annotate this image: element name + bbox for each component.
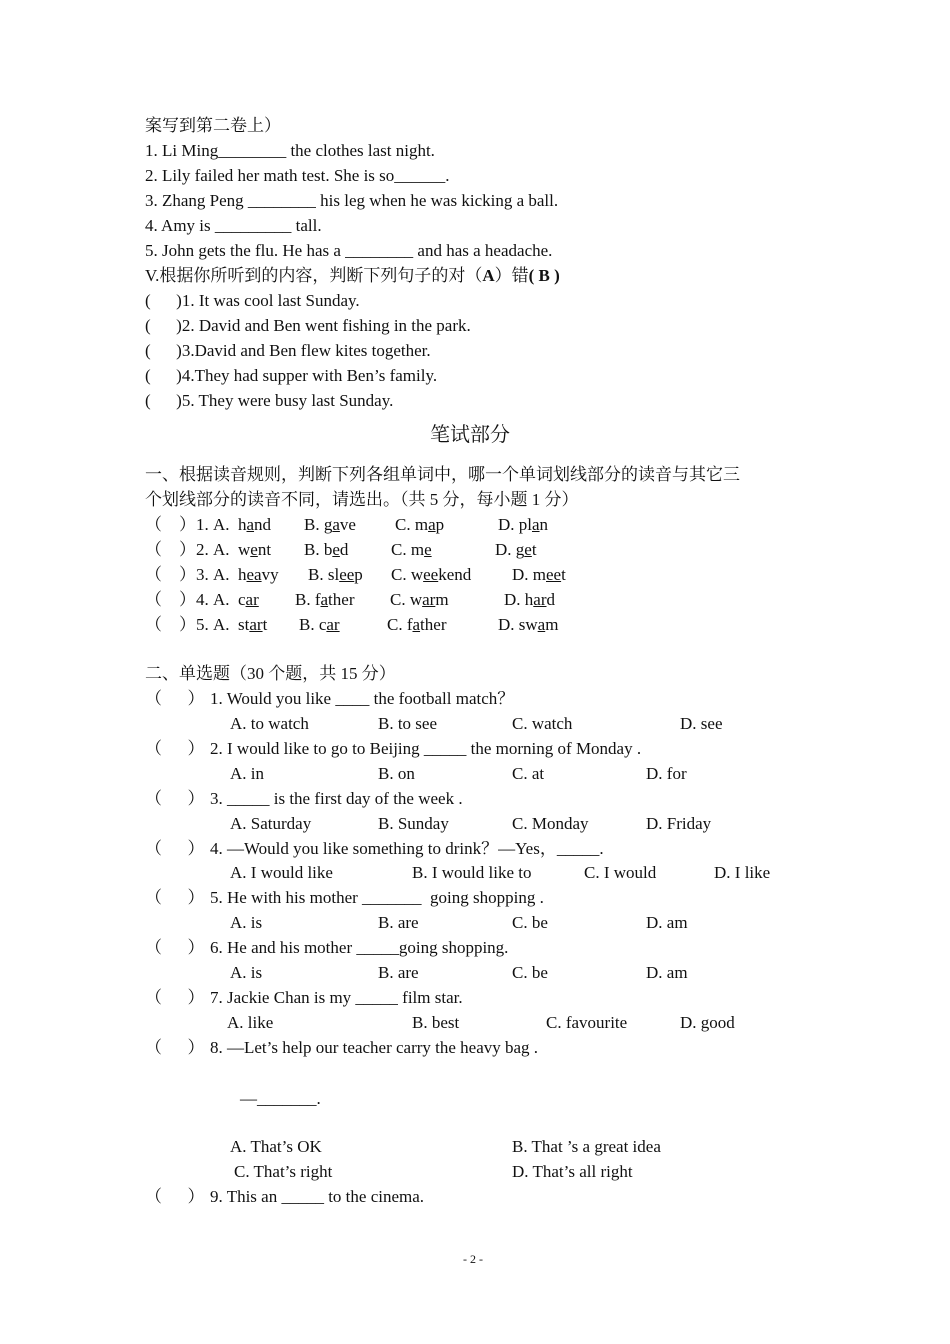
q6-text: 6. He and his mother _____going shopping. xyxy=(210,938,509,957)
q4-option-c: C. I would xyxy=(584,863,657,882)
phonics-row-2-option-a: went xyxy=(238,540,272,559)
q2-option-d: D. for xyxy=(646,764,687,783)
q5-option-b: B. are xyxy=(378,913,419,932)
q1-option-a: A. to watch xyxy=(230,714,309,733)
q4-option-b: B. I would like to xyxy=(412,863,532,882)
page-number: - 2 - xyxy=(463,1252,483,1266)
q8-option-c: C. That’s right xyxy=(234,1162,333,1181)
q2-bracket: （ ） xyxy=(145,739,205,758)
q5-option-d: D. am xyxy=(646,913,688,932)
phonics-row-3-option-a: heavy xyxy=(238,565,279,584)
q6-option-d: D. am xyxy=(646,963,688,982)
q1-bracket: （ ） xyxy=(145,689,205,708)
q8-option-a: A. That’s OK xyxy=(230,1137,322,1156)
q3-option-b: B. Sunday xyxy=(378,814,449,833)
q3-option-d: D. Friday xyxy=(646,814,712,833)
q5-option-a: A. is xyxy=(230,913,263,932)
phonics-row-1-option-b: B. gave xyxy=(304,515,356,534)
phonics-row-5-number: （ ）5. A. xyxy=(145,615,230,634)
phonics-heading-line-1: 一、根据读音规则，判断下列各组单词中，哪一个单词划线部分的读音与其它三 xyxy=(145,465,740,484)
q8-option-d: D. That’s all right xyxy=(512,1162,633,1181)
q7-bracket: （ ） xyxy=(145,988,205,1007)
section-v-heading: V.根据你所听到的内容，判断下列句子的对（A）错( B ) xyxy=(145,266,560,285)
q8-option-b: B. That ’s a great idea xyxy=(512,1137,661,1156)
q4-bracket: （ ） xyxy=(145,839,205,858)
phonics-row-5-option-b: B. car xyxy=(299,615,340,634)
fill-in-item-5: 5. John gets the flu. He has a ________ and has a headache. xyxy=(145,241,553,260)
phonics-row-1-number: （ ）1. A. xyxy=(145,515,230,534)
q4-text: 4. —Would you like something to drink？—Yes，_____. xyxy=(210,839,604,858)
q5-text: 5. He with his mother _______ going shopping . xyxy=(210,888,544,907)
q1-option-c: C. watch xyxy=(512,714,573,733)
q2-text: 2. I would like to go to Beijing _____ the morning of Monday . xyxy=(210,739,642,758)
q4-option-d: D. I like xyxy=(714,863,771,882)
phonics-row-3-option-b: B. sleep xyxy=(308,565,363,584)
q7-option-c: C. favourite xyxy=(546,1013,628,1032)
q1-text: 1. Would you like ____ the football match？ xyxy=(210,689,515,708)
q2-option-a: A. in xyxy=(230,764,264,783)
fill-in-item-2: 2. Lily failed her math test. She is so______. xyxy=(145,166,450,185)
q7-text: 7. Jackie Chan is my _____ film star. xyxy=(210,988,463,1007)
q5-option-c: C. be xyxy=(512,913,548,932)
q6-option-a: A. is xyxy=(230,963,263,982)
judge-item-3: ( )3.David and Ben flew kites together. xyxy=(145,341,431,360)
phonics-row-1-option-a: hand xyxy=(238,515,272,534)
q2-option-c: C. at xyxy=(512,764,545,783)
phonics-row-1-option-c: C. map xyxy=(395,515,445,534)
q8-answer-line: —_______. xyxy=(240,1089,321,1108)
phonics-row-1-option-d: D. plan xyxy=(498,515,549,534)
q1-option-b: B. to see xyxy=(378,714,438,733)
q6-option-c: C. be xyxy=(512,963,548,982)
q7-option-d: D. good xyxy=(680,1013,735,1032)
q9-text: 9. This an _____ to the cinema. xyxy=(210,1187,425,1206)
phonics-row-4-option-d: D. hard xyxy=(504,590,555,609)
phonics-row-3-option-c: C. weekend xyxy=(391,565,472,584)
judge-item-1: ( )1. It was cool last Sunday. xyxy=(145,291,360,310)
phonics-row-5-option-a: start xyxy=(238,615,268,634)
judge-item-5: ( )5. They were busy last Sunday. xyxy=(145,391,394,410)
q3-text: 3. _____ is the first day of the week . xyxy=(210,789,463,808)
q7-option-b: B. best xyxy=(412,1013,460,1032)
phonics-row-4-number: （ ）4. A. xyxy=(145,590,230,609)
phonics-row-4-option-a: car xyxy=(238,590,259,609)
phonics-row-4-option-b: B. father xyxy=(295,590,355,609)
q9-bracket: （ ） xyxy=(145,1187,205,1206)
phonics-row-2-option-d: D. get xyxy=(495,540,537,559)
phonics-row-2-number: （ ）2. A. xyxy=(145,540,230,559)
q6-bracket: （ ） xyxy=(145,938,205,957)
fill-in-item-3: 3. Zhang Peng ________ his leg when he was kicking a ball. xyxy=(145,191,559,210)
phonics-row-5-option-c: C. father xyxy=(387,615,447,634)
q2-option-b: B. on xyxy=(378,764,415,783)
q8-text: 8. —Let’s help our teacher carry the heavy bag . xyxy=(210,1038,539,1057)
judge-item-4: ( )4.They had supper with Ben’s family. xyxy=(145,366,438,385)
phonics-row-3-number: （ ）3. A. xyxy=(145,565,230,584)
fill-in-item-4: 4. Amy is _________ tall. xyxy=(145,216,322,235)
q3-option-a: A. Saturday xyxy=(230,814,312,833)
q3-option-c: C. Monday xyxy=(512,814,589,833)
q5-bracket: （ ） xyxy=(145,888,205,907)
phonics-row-3-option-d: D. meet xyxy=(512,565,566,584)
phonics-row-2-option-c: C. me xyxy=(391,540,432,559)
written-part-title: 笔试部分 xyxy=(430,424,510,446)
phonics-row-5-option-d: D. swam xyxy=(498,615,559,634)
mc-heading: 二、单选题（30 个题，共 15 分） xyxy=(145,664,396,683)
judge-item-2: ( )2. David and Ben went fishing in the park. xyxy=(145,316,471,335)
intro-tail: 案写到第二卷上） xyxy=(145,116,281,135)
fill-in-item-1: 1. Li Ming________ the clothes last night. xyxy=(145,141,435,160)
q4-option-a: A. I would like xyxy=(230,863,333,882)
q6-option-b: B. are xyxy=(378,963,419,982)
q1-option-d: D. see xyxy=(680,714,723,733)
phonics-row-2-option-b: B. bed xyxy=(304,540,349,559)
q3-bracket: （ ） xyxy=(145,789,205,808)
phonics-heading-line-2: 个划线部分的读音不同，请选出。（共 5 分，每小题 1 分） xyxy=(145,490,579,509)
phonics-row-4-option-c: C. warm xyxy=(390,590,449,609)
q8-bracket: （ ） xyxy=(145,1038,205,1057)
q7-option-a: A. like xyxy=(227,1013,274,1032)
